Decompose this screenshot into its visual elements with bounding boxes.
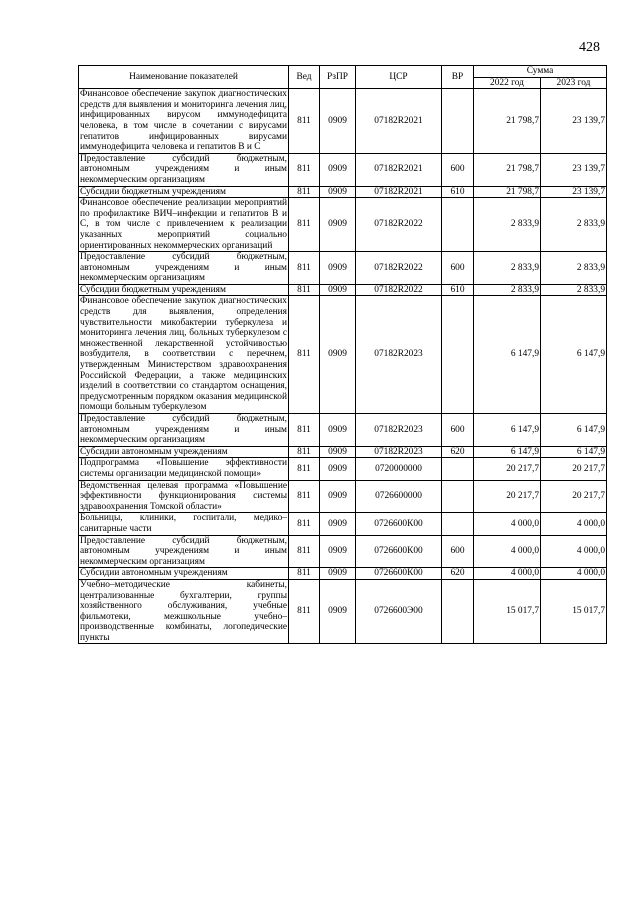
row-rzpr: 0909 xyxy=(320,153,356,186)
row-vr: 620 xyxy=(442,446,474,458)
row-csr: 07182R2023 xyxy=(356,414,442,447)
table-row xyxy=(79,414,607,447)
row-csr: 07182R2021 xyxy=(356,89,442,154)
row-sum-2023: 2 833,9 xyxy=(541,198,607,252)
row-csr: 07182R2021 xyxy=(356,153,442,186)
row-sum-2022: 21 798,7 xyxy=(474,153,541,186)
row-vr: 610 xyxy=(442,284,474,296)
header-sum: Сумма xyxy=(474,66,607,78)
row-name: Субсидии бюджетным учреждениям xyxy=(79,186,289,198)
row-csr: 07182R2022 xyxy=(356,252,442,285)
row-name: Субсидии автономным учреждениям xyxy=(79,446,289,458)
row-vr: 620 xyxy=(442,568,474,580)
row-sum-2023: 2 833,9 xyxy=(541,284,607,296)
row-vr: 600 xyxy=(442,535,474,568)
header-name: Наименование показателей xyxy=(79,66,289,89)
table-row xyxy=(79,252,607,285)
row-ved: 811 xyxy=(289,89,320,154)
row-csr: 0726600000 xyxy=(356,480,442,513)
row-rzpr: 0909 xyxy=(320,480,356,513)
row-name: Подпрограмма «Повышение эффективности системы организации медицинской помощи» xyxy=(80,458,287,479)
row-rzpr: 0909 xyxy=(320,579,356,644)
row-ved: 811 xyxy=(289,153,320,186)
row-rzpr: 0909 xyxy=(320,535,356,568)
row-sum-2022: 2 833,9 xyxy=(474,284,541,296)
row-sum-2022: 2 833,9 xyxy=(474,252,541,285)
table-row xyxy=(79,458,607,480)
table-row xyxy=(79,513,607,535)
table-row xyxy=(79,535,607,568)
row-sum-2023: 4 000,0 xyxy=(541,513,607,535)
row-rzpr: 0909 xyxy=(320,513,356,535)
header-rzpr: РзПР xyxy=(320,66,356,89)
row-name: Предоставление субсидий бюджетным, автономным учреждениям и иным некоммерческим организациям xyxy=(80,414,287,446)
table-row xyxy=(79,89,607,154)
row-ved: 811 xyxy=(289,579,320,644)
header-vr: ВР xyxy=(442,66,474,89)
row-name: Учебно–методические кабинеты, централизованные бухгалтерии, группы хозяйственного обслуживания, учебные фильмотеки, межшкольные учебно–производственные комбинаты, логопедические пункты xyxy=(80,579,287,643)
row-ved: 811 xyxy=(289,446,320,458)
table-body xyxy=(79,89,607,644)
header-row xyxy=(79,66,607,78)
row-sum-2023: 4 000,0 xyxy=(541,568,607,580)
row-sum-2022: 20 217,7 xyxy=(474,480,541,513)
row-ved: 811 xyxy=(289,296,320,414)
row-rzpr: 0909 xyxy=(320,446,356,458)
row-ved: 811 xyxy=(289,198,320,252)
row-name: Финансовое обеспечение реализации мероприятий по профилактике ВИЧ–инфекции и гепатитов В и С, в том числе с привлечением к реализации указанных мероприятий социально ориентированных некоммерческих организаций xyxy=(80,198,287,251)
row-vr xyxy=(442,89,474,154)
row-sum-2023: 2 833,9 xyxy=(541,252,607,285)
row-ved: 811 xyxy=(289,186,320,198)
row-sum-2022: 6 147,9 xyxy=(474,414,541,447)
row-csr: 0726600К00 xyxy=(356,568,442,580)
row-rzpr: 0909 xyxy=(320,284,356,296)
row-vr xyxy=(442,198,474,252)
row-name: Финансовое обеспечение закупок диагностических средств для выявления, определения чувствительности микобактерии туберкулеза и мониторинга лечения лиц, больных туберкулезом с множественной лекарственной устойчивостью возбудителя, в соответствии с перечнем, утвержденным Министерством здравоохранения Российской Федерации, а также медицинских изделий в соответствии со стандартом оснащения, предусмотренным порядком оказания медицинской помощи больным туберкулезом xyxy=(80,296,287,413)
row-vr xyxy=(442,513,474,535)
row-sum-2022: 20 217,7 xyxy=(474,458,541,480)
row-rzpr: 0909 xyxy=(320,458,356,480)
row-sum-2023: 4 000,0 xyxy=(541,535,607,568)
row-sum-2022: 4 000,0 xyxy=(474,513,541,535)
header-year-2022: 2022 год xyxy=(474,77,541,89)
table-row xyxy=(79,568,607,580)
row-name: Финансовое обеспечение закупок диагностических средств для выявления и мониторинга лечения лиц, инфицированных вирусом иммунодефицита человека, в том числе в сочетании с вирусами гепатитов инфицированных вирусами иммунодефицита человека и гепатитов В и С xyxy=(80,89,287,153)
row-csr: 07182R2022 xyxy=(356,198,442,252)
row-ved: 811 xyxy=(289,284,320,296)
row-vr xyxy=(442,296,474,414)
row-sum-2022: 15 017,7 xyxy=(474,579,541,644)
row-rzpr: 0909 xyxy=(320,198,356,252)
row-rzpr: 0909 xyxy=(320,414,356,447)
row-vr: 610 xyxy=(442,186,474,198)
table-row xyxy=(79,186,607,198)
row-sum-2022: 4 000,0 xyxy=(474,535,541,568)
row-sum-2022: 21 798,7 xyxy=(474,89,541,154)
row-ved: 811 xyxy=(289,568,320,580)
header-csr: ЦСР xyxy=(356,66,442,89)
row-vr: 600 xyxy=(442,414,474,447)
row-sum-2022: 2 833,9 xyxy=(474,198,541,252)
row-ved: 811 xyxy=(289,252,320,285)
row-vr: 600 xyxy=(442,153,474,186)
table-row xyxy=(79,446,607,458)
row-ved: 811 xyxy=(289,480,320,513)
row-name: Предоставление субсидий бюджетным, автономным учреждениям и иным некоммерческим организациям xyxy=(80,153,287,185)
row-csr: 07182R2023 xyxy=(356,296,442,414)
row-rzpr: 0909 xyxy=(320,186,356,198)
page-number: 428 xyxy=(579,40,600,55)
row-name: Предоставление субсидий бюджетным, автономным учреждениям и иным некоммерческим организациям xyxy=(80,535,287,567)
budget-table xyxy=(78,65,607,644)
row-name: Больницы, клиники, госпитали, медико–санитарные части xyxy=(80,513,287,534)
row-sum-2022: 6 147,9 xyxy=(474,446,541,458)
row-rzpr: 0909 xyxy=(320,89,356,154)
row-ved: 811 xyxy=(289,513,320,535)
row-sum-2023: 6 147,9 xyxy=(541,446,607,458)
row-sum-2022: 21 798,7 xyxy=(474,186,541,198)
row-sum-2023: 20 217,7 xyxy=(541,458,607,480)
header-ved: Вед xyxy=(289,66,320,89)
row-vr xyxy=(442,458,474,480)
row-sum-2022: 4 000,0 xyxy=(474,568,541,580)
row-ved: 811 xyxy=(289,414,320,447)
row-sum-2023: 6 147,9 xyxy=(541,414,607,447)
row-ved: 811 xyxy=(289,458,320,480)
table-row xyxy=(79,284,607,296)
row-name: Предоставление субсидий бюджетным, автономным учреждениям и иным некоммерческим организациям xyxy=(80,252,287,284)
row-rzpr: 0909 xyxy=(320,252,356,285)
row-sum-2022: 6 147,9 xyxy=(474,296,541,414)
row-csr: 0726600Э00 xyxy=(356,579,442,644)
row-sum-2023: 15 017,7 xyxy=(541,579,607,644)
row-csr: 07182R2021 xyxy=(356,186,442,198)
row-csr: 07182R2022 xyxy=(356,284,442,296)
row-sum-2023: 23 139,7 xyxy=(541,186,607,198)
table-row xyxy=(79,579,607,644)
row-vr xyxy=(442,579,474,644)
row-sum-2023: 6 147,9 xyxy=(541,296,607,414)
header-year-2023: 2023 год xyxy=(541,77,607,89)
table-row xyxy=(79,198,607,252)
table-row xyxy=(79,480,607,513)
row-rzpr: 0909 xyxy=(320,568,356,580)
row-name: Субсидии бюджетным учреждениям xyxy=(79,284,289,296)
row-sum-2023: 23 139,7 xyxy=(541,153,607,186)
row-name: Ведомственная целевая программа «Повышение эффективности функционирования системы здравоохранения Томской области» xyxy=(80,480,287,512)
row-csr: 0720000000 xyxy=(356,458,442,480)
row-csr: 0726600К00 xyxy=(356,513,442,535)
row-ved: 811 xyxy=(289,535,320,568)
row-rzpr: 0909 xyxy=(320,296,356,414)
table-row xyxy=(79,296,607,414)
row-csr: 0726600К00 xyxy=(356,535,442,568)
table-row xyxy=(79,153,607,186)
row-sum-2023: 20 217,7 xyxy=(541,480,607,513)
row-sum-2023: 23 139,7 xyxy=(541,89,607,154)
row-vr xyxy=(442,480,474,513)
row-vr: 600 xyxy=(442,252,474,285)
row-name: Субсидии автономным учреждениям xyxy=(79,568,289,580)
row-csr: 07182R2023 xyxy=(356,446,442,458)
